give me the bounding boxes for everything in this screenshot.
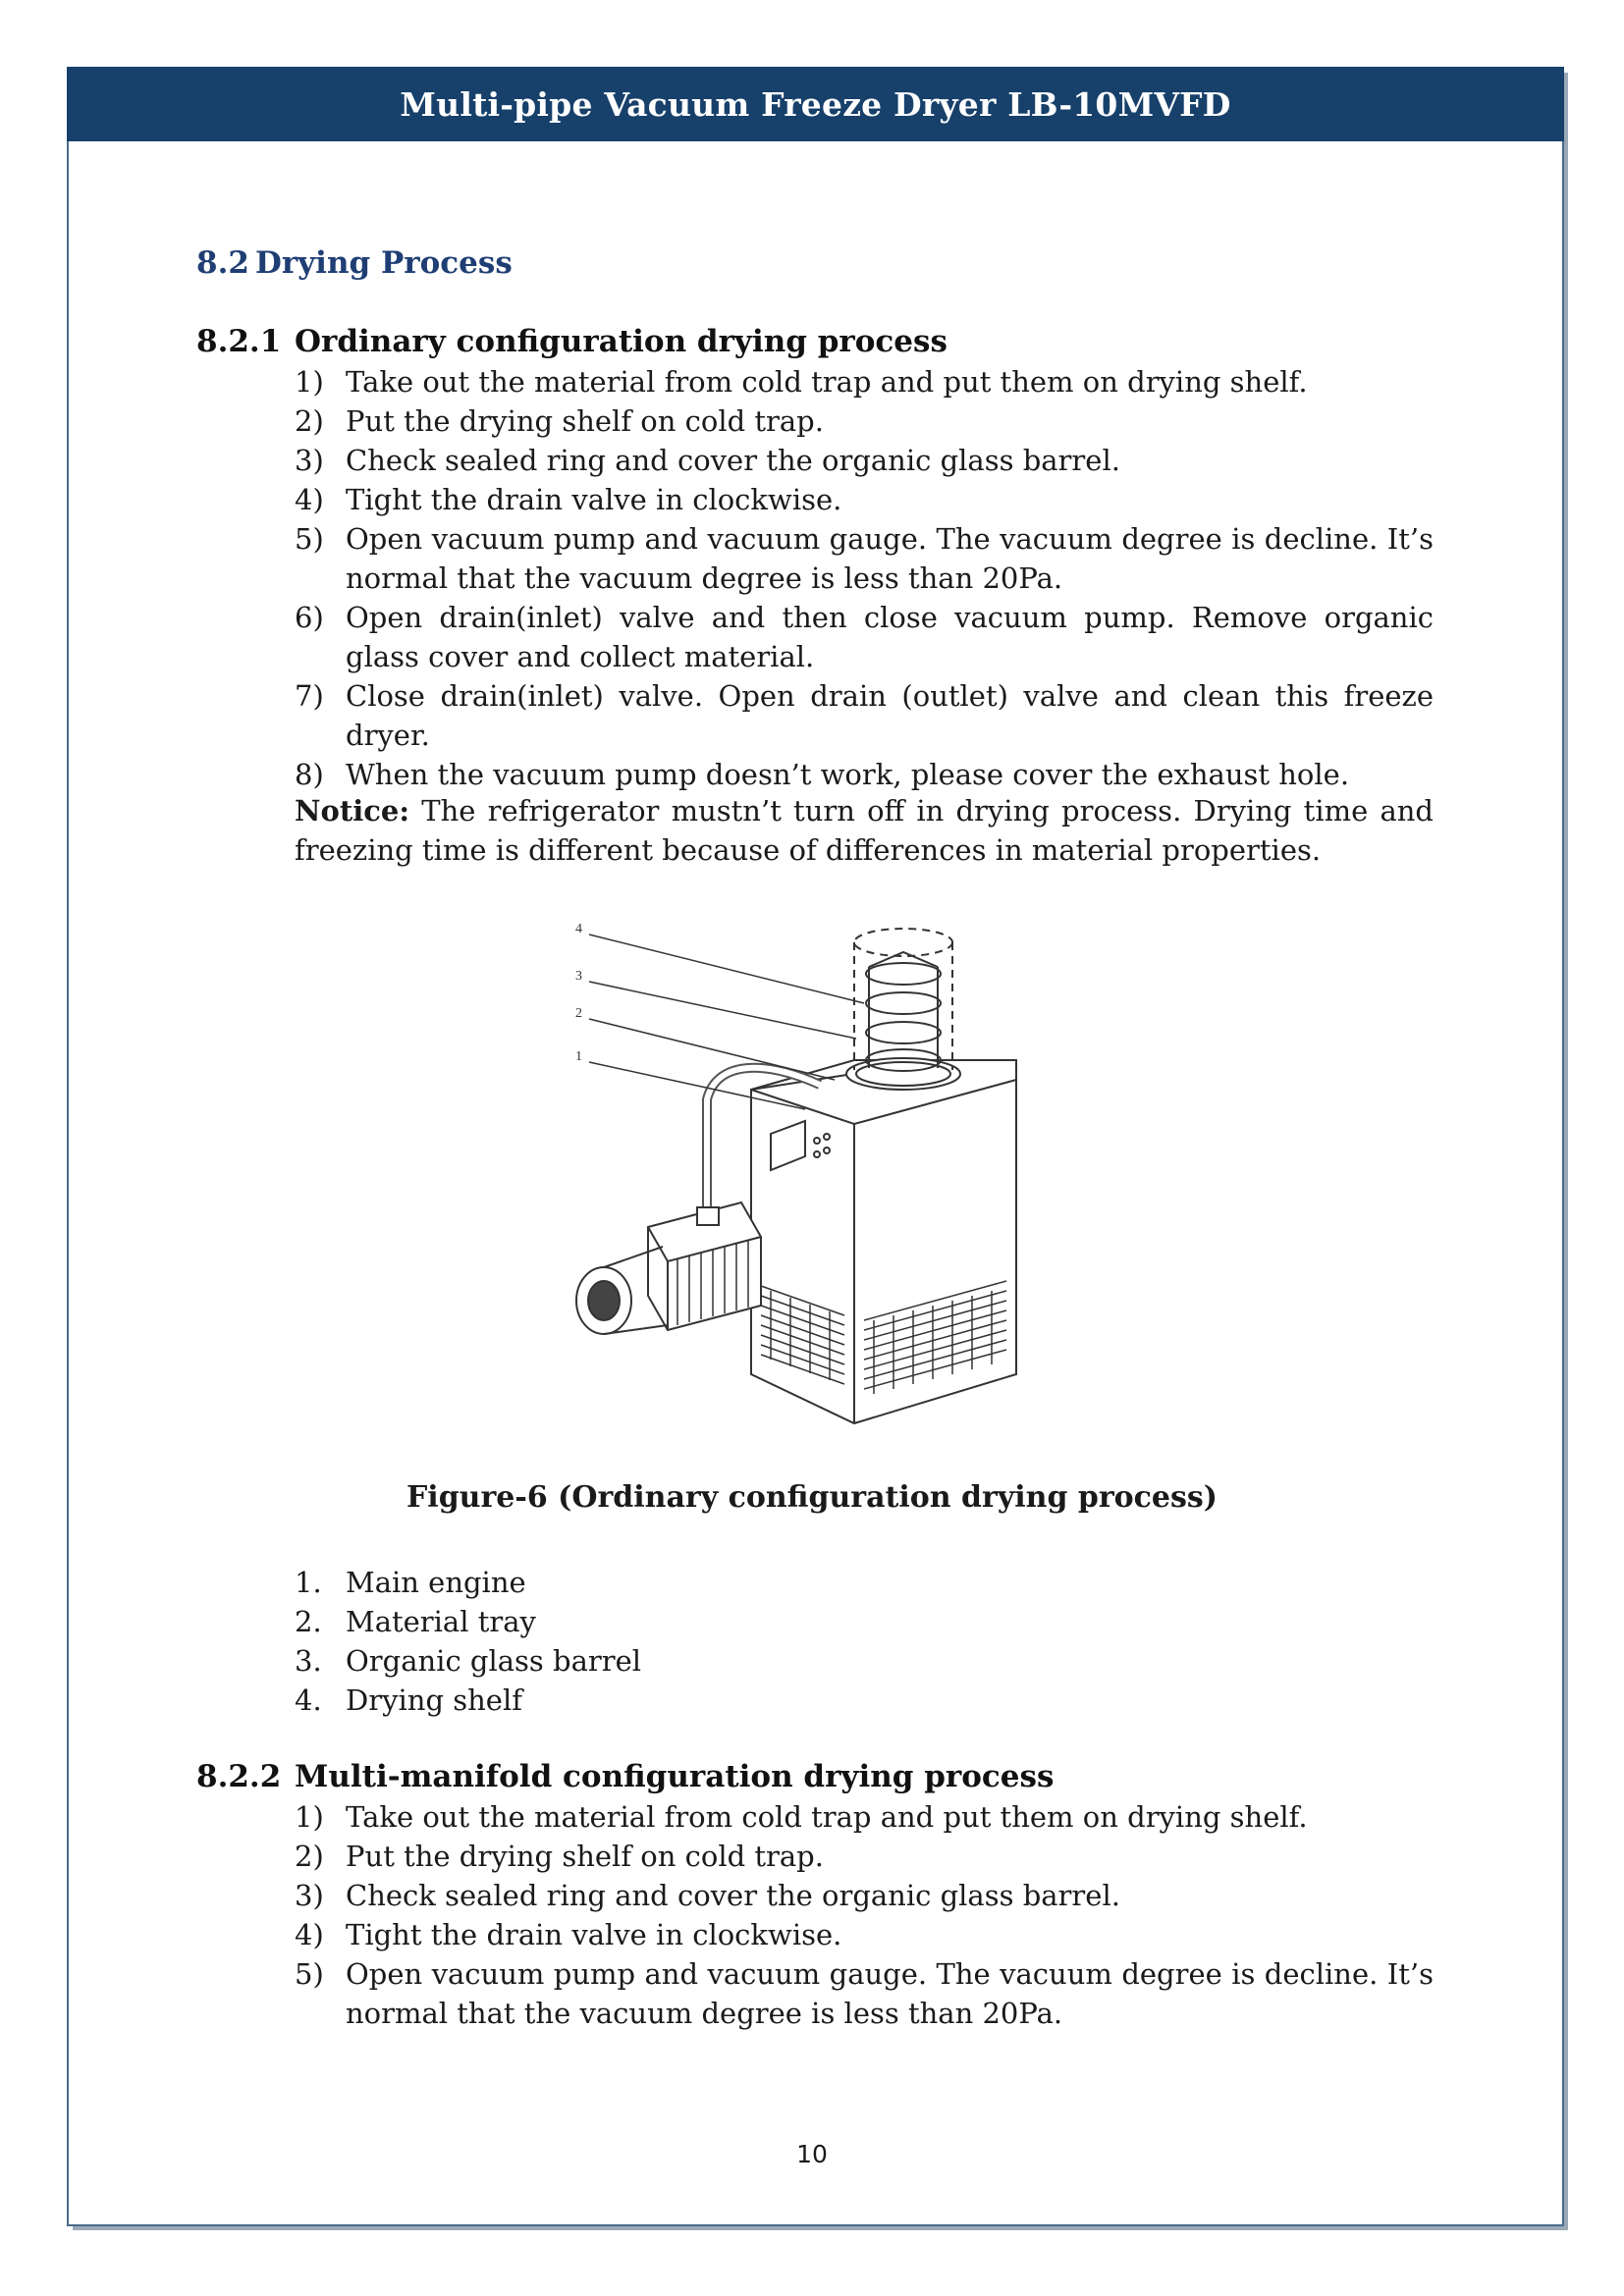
list-item (295, 480, 1434, 519)
list-marker: 5) (295, 522, 324, 556)
list-marker: 8) (295, 758, 324, 791)
list-text: Put the drying shelf on cold trap. (346, 404, 824, 438)
list-marker: 1) (295, 365, 324, 399)
list-text: Main engine (346, 1566, 526, 1599)
list-text: Check sealed ring and cover the organic glass barrel. (346, 444, 1120, 477)
list-marker: 5) (295, 1957, 324, 1991)
list-item (295, 1876, 1434, 1915)
list-item (295, 1954, 1434, 2033)
list-text: Organic glass barrel (346, 1644, 642, 1678)
list-item (295, 1797, 1434, 1837)
subsection-number: 8.2.2 (196, 1759, 282, 1794)
page-number: 10 (796, 2140, 828, 2168)
callout-1: 1 (575, 1049, 582, 1064)
parts-list (295, 1563, 641, 1720)
list-text: Material tray (346, 1605, 536, 1638)
list-text: Drying shelf (346, 1683, 522, 1717)
list-item (295, 441, 1434, 480)
list-marker: 1. (295, 1566, 322, 1599)
list-item (295, 401, 1434, 441)
page-frame-shadow-bottom (73, 2226, 1568, 2230)
callout-4: 4 (575, 922, 582, 936)
list-text: Tight the drain valve in clockwise. (346, 483, 842, 516)
list-marker: 2) (295, 404, 324, 438)
list-item (295, 1681, 641, 1720)
section-title: Drying Process (254, 245, 513, 281)
list-marker: 3) (295, 444, 324, 477)
list-text: Tight the drain valve in clockwise. (346, 1918, 842, 1951)
callout-3: 3 (575, 969, 582, 984)
list-text: Close drain(inlet) valve. Open drain (outlet) valve and clean this freeze dryer. (346, 679, 1434, 752)
section-heading (196, 245, 513, 281)
list-marker: 4. (295, 1683, 322, 1717)
list-item (295, 1602, 641, 1641)
list-text: Open vacuum pump and vacuum gauge. The vacuum degree is decline. It’s normal that the vacuum degree is less than 20Pa. (346, 1957, 1434, 2030)
steps-list-1 (295, 362, 1434, 794)
notice-label: Notice: (295, 794, 410, 828)
list-item (295, 755, 1434, 794)
list-marker: 6) (295, 601, 324, 634)
list-text: Put the drying shelf on cold trap. (346, 1840, 824, 1873)
steps-list-2 (295, 1797, 1434, 2033)
list-marker: 3. (295, 1644, 322, 1678)
list-item (295, 519, 1434, 598)
subsection-heading-1 (196, 324, 1375, 363)
subsection-number: 8.2.1 (196, 324, 282, 359)
list-item (295, 1915, 1434, 1954)
freeze-dryer-figure (569, 913, 1041, 1463)
list-item (295, 598, 1434, 676)
list-item (295, 1641, 641, 1681)
subsection-title: Ordinary configuration drying process (295, 324, 947, 359)
callout-2: 2 (575, 1006, 582, 1021)
list-item (295, 362, 1434, 401)
document-title: Multi-pipe Vacuum Freeze Dryer LB-10MVFD (400, 84, 1231, 124)
list-marker: 4) (295, 1918, 324, 1951)
subsection-title: Multi-manifold configuration drying process (295, 1759, 1055, 1794)
list-marker: 7) (295, 679, 324, 713)
notice-text: The refrigerator mustn’t turn off in drying process. Drying time and freezing time is different because of differences in material properties. (295, 794, 1434, 867)
figure-caption: Figure-6 (Ordinary configuration drying process) (406, 1480, 1218, 1515)
list-item (295, 676, 1434, 755)
list-text: When the vacuum pump doesn’t work, please cover the exhaust hole. (346, 758, 1350, 791)
notice-paragraph (295, 791, 1434, 870)
document-header (67, 67, 1564, 141)
section-number: 8.2 (196, 245, 249, 281)
list-marker: 4) (295, 483, 324, 516)
list-marker: 2) (295, 1840, 324, 1873)
list-marker: 1) (295, 1800, 324, 1834)
list-text: Open drain(inlet) valve and then close vacuum pump. Remove organic glass cover and collect material. (346, 601, 1434, 673)
freeze-dryer-illustration (569, 913, 1041, 1463)
list-text: Take out the material from cold trap and put them on drying shelf. (346, 1800, 1308, 1834)
list-marker: 3) (295, 1879, 324, 1912)
list-text: Check sealed ring and cover the organic glass barrel. (346, 1879, 1120, 1912)
list-item (295, 1563, 641, 1602)
list-item (295, 1837, 1434, 1876)
subsection-heading-2 (196, 1759, 1375, 1798)
list-text: Open vacuum pump and vacuum gauge. The vacuum degree is decline. It’s normal that the vacuum degree is less than 20Pa. (346, 522, 1434, 595)
list-text: Take out the material from cold trap and put them on drying shelf. (346, 365, 1308, 399)
page-frame-shadow-right (1564, 73, 1568, 2230)
list-marker: 2. (295, 1605, 322, 1638)
